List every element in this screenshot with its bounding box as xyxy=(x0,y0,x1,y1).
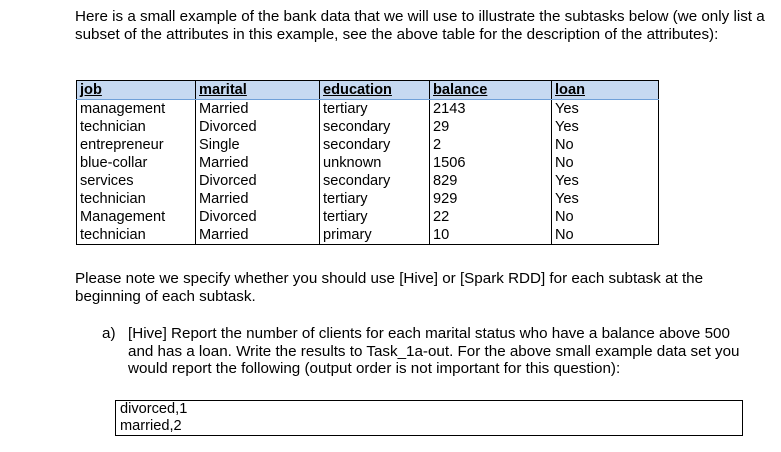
cell-marital: Single xyxy=(196,136,320,154)
cell-job: blue-collar xyxy=(77,154,196,172)
table-header-row xyxy=(77,81,659,100)
cell-loan: No xyxy=(552,154,659,172)
cell-education: unknown xyxy=(320,154,430,172)
table-row xyxy=(77,208,659,226)
intro-paragraph: Here is a small example of the bank data that we will use to illustrate the subtasks below (we only list a subset of the attributes in this example, see the above table for the description of the attributes): xyxy=(75,8,765,43)
cell-education: tertiary xyxy=(320,208,430,226)
cell-loan: No xyxy=(552,136,659,154)
cell-job: technician xyxy=(77,226,196,245)
subtask-a-marker: a) xyxy=(102,325,116,342)
cell-education: tertiary xyxy=(320,100,430,119)
table-row xyxy=(77,172,659,190)
cell-loan: No xyxy=(552,226,659,245)
cell-balance: 929 xyxy=(430,190,552,208)
cell-balance: 829 xyxy=(430,172,552,190)
table-row xyxy=(77,190,659,208)
cell-loan: Yes xyxy=(552,190,659,208)
cell-job: technician xyxy=(77,190,196,208)
output-line: married,2 xyxy=(120,418,182,434)
header-job: job xyxy=(77,81,196,100)
table-row xyxy=(77,118,659,136)
cell-marital: Married xyxy=(196,190,320,208)
table-row xyxy=(77,226,659,245)
header-loan: loan xyxy=(552,81,659,100)
cell-job: Management xyxy=(77,208,196,226)
cell-marital: Married xyxy=(196,100,320,119)
output-line: divorced,1 xyxy=(120,401,188,417)
cell-job: entrepreneur xyxy=(77,136,196,154)
cell-loan: Yes xyxy=(552,100,659,119)
cell-education: secondary xyxy=(320,136,430,154)
bank-data-table xyxy=(76,80,659,245)
cell-balance: 2143 xyxy=(430,100,552,119)
cell-education: secondary xyxy=(320,172,430,190)
cell-loan: No xyxy=(552,208,659,226)
cell-education: secondary xyxy=(320,118,430,136)
cell-marital: Divorced xyxy=(196,118,320,136)
note-paragraph: Please note we specify whether you should use [Hive] or [Spark RDD] for each subtask at the beginning of each subtask. xyxy=(75,270,704,305)
cell-marital: Married xyxy=(196,226,320,245)
cell-job: services xyxy=(77,172,196,190)
cell-job: management xyxy=(77,100,196,119)
header-education: education xyxy=(320,81,430,100)
subtask-a xyxy=(102,325,752,378)
cell-job: technician xyxy=(77,118,196,136)
cell-balance: 10 xyxy=(430,226,552,245)
header-marital: marital xyxy=(196,81,320,100)
table-row xyxy=(77,100,659,119)
table-row xyxy=(77,154,659,172)
cell-loan: Yes xyxy=(552,118,659,136)
table-row xyxy=(77,136,659,154)
example-output-box xyxy=(115,400,743,436)
subtask-a-text: [Hive] Report the number of clients for each marital status who have a balance above 500 and has a loan. Write the results to Task_1a-out. For the above small example data set you would report the following (output order is not important for this question): xyxy=(128,325,740,377)
cell-balance: 1506 xyxy=(430,154,552,172)
cell-balance: 22 xyxy=(430,208,552,226)
cell-education: primary xyxy=(320,226,430,245)
cell-balance: 2 xyxy=(430,136,552,154)
cell-balance: 29 xyxy=(430,118,552,136)
cell-marital: Married xyxy=(196,154,320,172)
cell-education: tertiary xyxy=(320,190,430,208)
cell-marital: Divorced xyxy=(196,172,320,190)
cell-marital: Divorced xyxy=(196,208,320,226)
header-balance: balance xyxy=(430,81,552,100)
cell-loan: Yes xyxy=(552,172,659,190)
